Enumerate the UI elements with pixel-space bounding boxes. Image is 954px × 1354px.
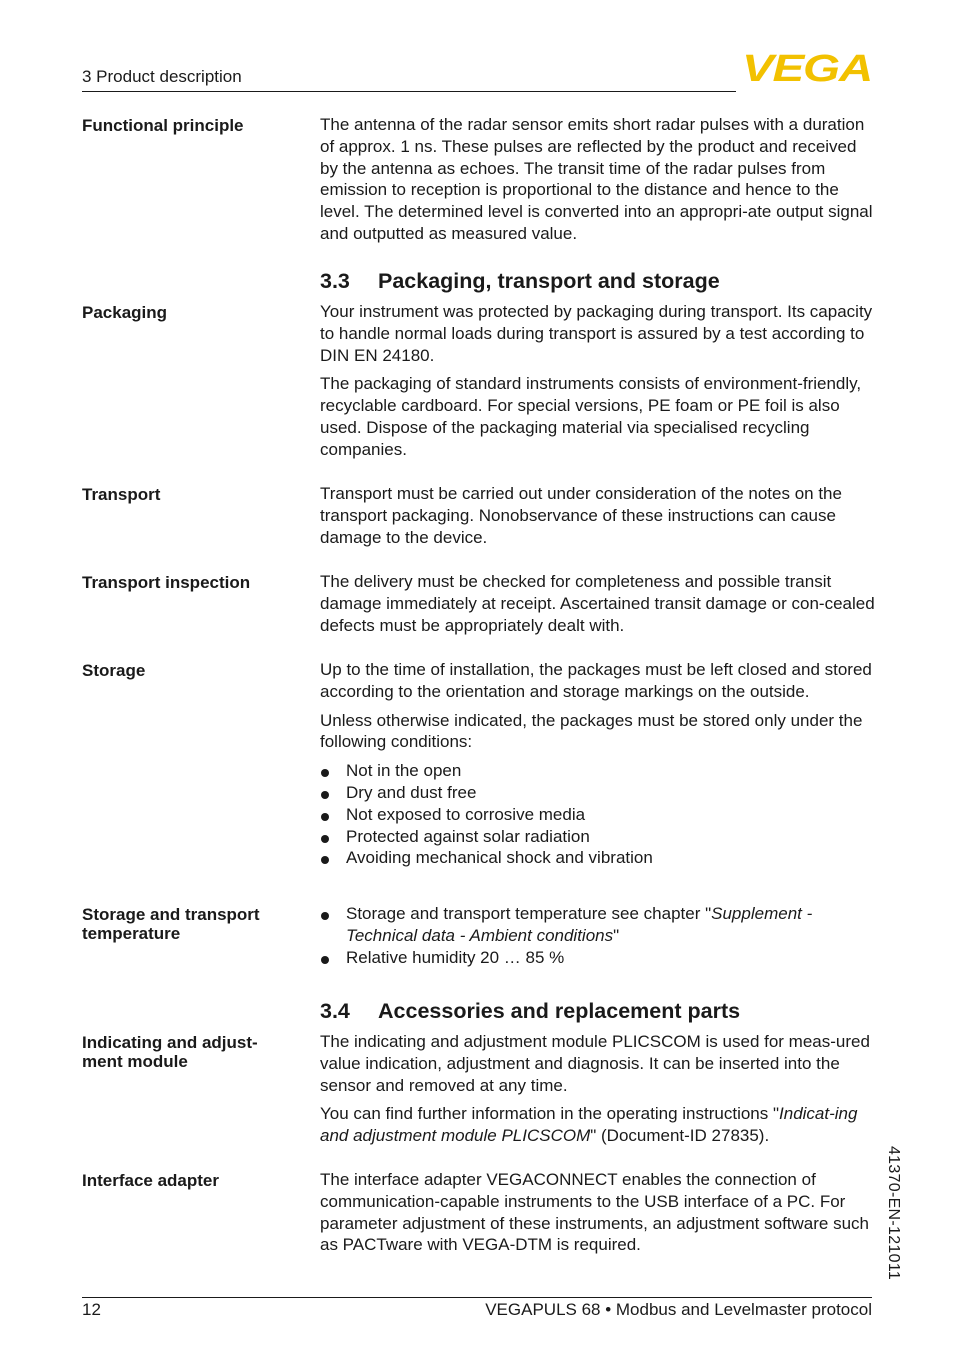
- list-item: Relative humidity 20 … 85 %: [320, 947, 878, 969]
- label-functional-principle: Functional principle: [82, 116, 244, 135]
- storage-conditions-list: [320, 760, 878, 869]
- list-item: Not in the open: [320, 760, 878, 782]
- list-item: Not exposed to corrosive media: [320, 804, 878, 826]
- running-header: 3 Product description: [82, 67, 242, 86]
- list-item: Protected against solar radiation: [320, 826, 878, 848]
- heading-3-3: [320, 269, 720, 294]
- label-storage: Storage: [82, 661, 146, 680]
- indicating-module-text: The indicating and adjustment module PLICSCOM is used for meas-ured value indication, adjustment and diagnosis. It can be inserted into the sensor and removed at any time. You can find further information in the operating instructions "Indicat-ing and adjustment module PLICSCOM" (Document-ID 27835).: [320, 1032, 870, 1146]
- label-storage-temperature: Storage and transport temperature: [82, 905, 260, 943]
- document-id: 41370-EN-121011: [885, 1145, 902, 1281]
- packaging-text: Your instrument was protected by packaging during transport. Its capacity to handle normal loads during transport is assured by a test according to DIN EN 24180. The packaging of standard instruments consists of environment-friendly, recyclable cardboard. For special versions, PE foam or PE foil is also used. Dispose of the packaging material via specialised recycling companies.: [320, 302, 873, 459]
- label-interface-adapter: Interface adapter: [82, 1171, 219, 1190]
- label-transport-inspection: Transport inspection: [82, 573, 251, 592]
- vega-logo: [741, 52, 873, 84]
- footer-doc-title: VEGAPULS 68 • Modbus and Levelmaster protocol: [485, 1300, 872, 1319]
- list-item: Avoiding mechanical shock and vibration: [320, 847, 878, 869]
- footer-rule: [82, 1297, 872, 1298]
- page-number: 12: [82, 1300, 101, 1319]
- label-indicating-module: Indicating and adjust- ment module: [82, 1033, 258, 1071]
- transport-text: Transport must be carried out under consideration of the notes on the transport packaging. Nonobservance of these instructions can cause damage to the device.: [320, 484, 842, 547]
- heading-title: Accessories and replacement parts: [378, 999, 741, 1023]
- heading-title: Packaging, transport and storage: [378, 269, 720, 293]
- transport-inspection-text: The delivery must be checked for completeness and possible transit damage immediately at receipt. Ascertained transit damage or con-cealed defects must be appropriately dealt with.: [320, 572, 875, 635]
- label-transport: Transport: [82, 485, 161, 504]
- heading-number: 3.3: [320, 269, 350, 293]
- storage-temperature-text: [320, 903, 878, 968]
- functional-principle-text: The antenna of the radar sensor emits short radar pulses with a duration of approx. 1 ns. These pulses are reflected by the product and received by the antenna as echoes. The transit time of the radar pulses from emission to reception is proportional to the distance and hence to the level. The determined level is converted into an appropri-ate output signal and outputted as measured value.: [320, 115, 873, 243]
- storage-text: Up to the time of installation, the packages must be left closed and stored according to the orientation and storage markings on the outside. Unless otherwise indicated, the packages must be stored only under the following conditions: Not in the open Dry and dust free Not exposed to corrosive media Protected against solar radiation Avoiding mechanical shock and vibration: [320, 659, 878, 869]
- storage-temperature-list: [320, 903, 878, 968]
- heading-3-4: [320, 999, 740, 1024]
- list-item: Dry and dust free: [320, 782, 878, 804]
- list-item: Storage and transport temperature see chapter "Supplement - Technical data - Ambient conditions": [320, 903, 878, 947]
- logo-text: VEGA: [742, 52, 872, 84]
- header-rule: [82, 91, 736, 92]
- heading-number: 3.4: [320, 999, 350, 1023]
- interface-adapter-text: The interface adapter VEGACONNECT enables the connection of communication-capable instruments to the USB interface of a PC. For parameter adjustment of these instruments, an adjustment software such as PACTware with VEGA-DTM is required.: [320, 1170, 869, 1255]
- label-packaging: Packaging: [82, 303, 168, 322]
